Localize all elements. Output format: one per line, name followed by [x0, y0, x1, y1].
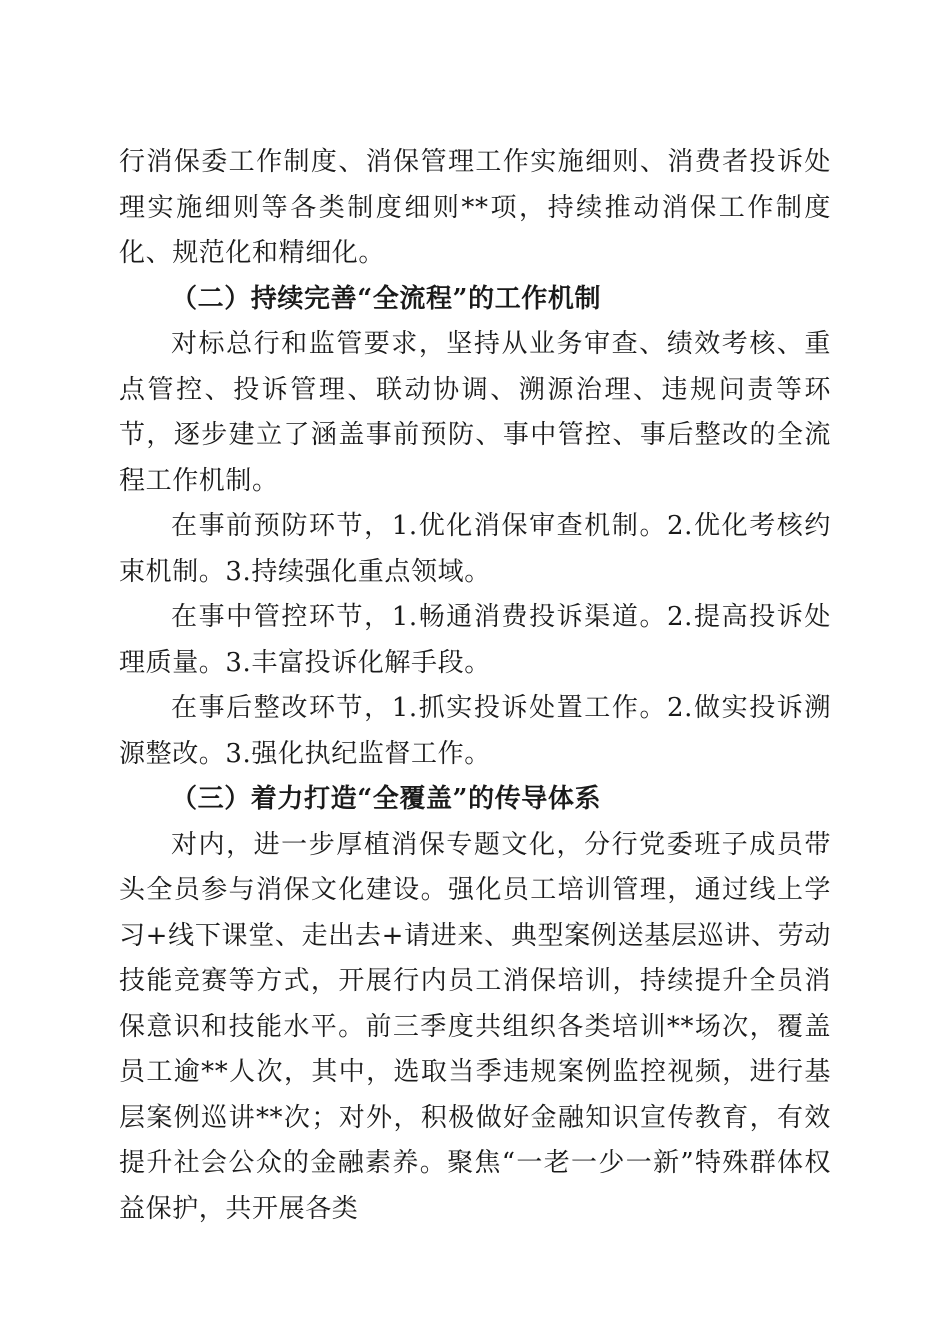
paragraph-post-rectification: 在事后整改环节，1.抓实投诉处置工作。2.做实投诉溯源整改。3.强化执纪监督工作。 [119, 693, 831, 769]
section-heading-3: （三）着力打造“全覆盖”的传导体系 [171, 784, 602, 814]
paragraph-pre-prevention: 在事前预防环节，1.优化消保审查机制。2.优化考核约束机制。3.持续强化重点领域。 [119, 511, 831, 587]
section-heading-2: （二）持续完善“全流程”的工作机制 [171, 283, 602, 314]
paragraph-coverage: 对内，进一步厚植消保专题文化，分行党委班子成员带头全员参与消保文化建设。强化员工培训管理，通过线上学习+线下课堂、走出去+请进来、典型案例送基层巡讲、劳动技能竞赛等方式，开展行内员工消保培训，持续提升全员消保意识和技能水平。前三季度共组织各类培训**场次，覆盖员工逾**人次，其中，选取当季违规案例监控视频，进行基层案例巡讲**次；对外，积极做好金融知识宣传教育，有效提升社会公众的金融素养。聚焦“一老一少一新”特殊群体权益保护，共开展各类 [119, 829, 831, 1224]
paragraph-in-process-control: 在事中管控环节，1.畅通消费投诉渠道。2.提高投诉处理质量。3.丰富投诉化解手段。 [119, 602, 831, 678]
paragraph-mechanism: 对标总行和监管要求，坚持从业务审查、绩效考核、重点管控、投诉管理、联动协调、溯源治理、违规问责等环节，逐步建立了涵盖事前预防、事中管控、事后整改的全流程工作机制。 [119, 329, 831, 496]
document-body [119, 140, 831, 1232]
paragraph-intro: 行消保委工作制度、消保管理工作实施细则、消费者投诉处理实施细则等各类制度细则**项，持续推动消保工作制度化、规范化和精细化。 [119, 147, 831, 268]
